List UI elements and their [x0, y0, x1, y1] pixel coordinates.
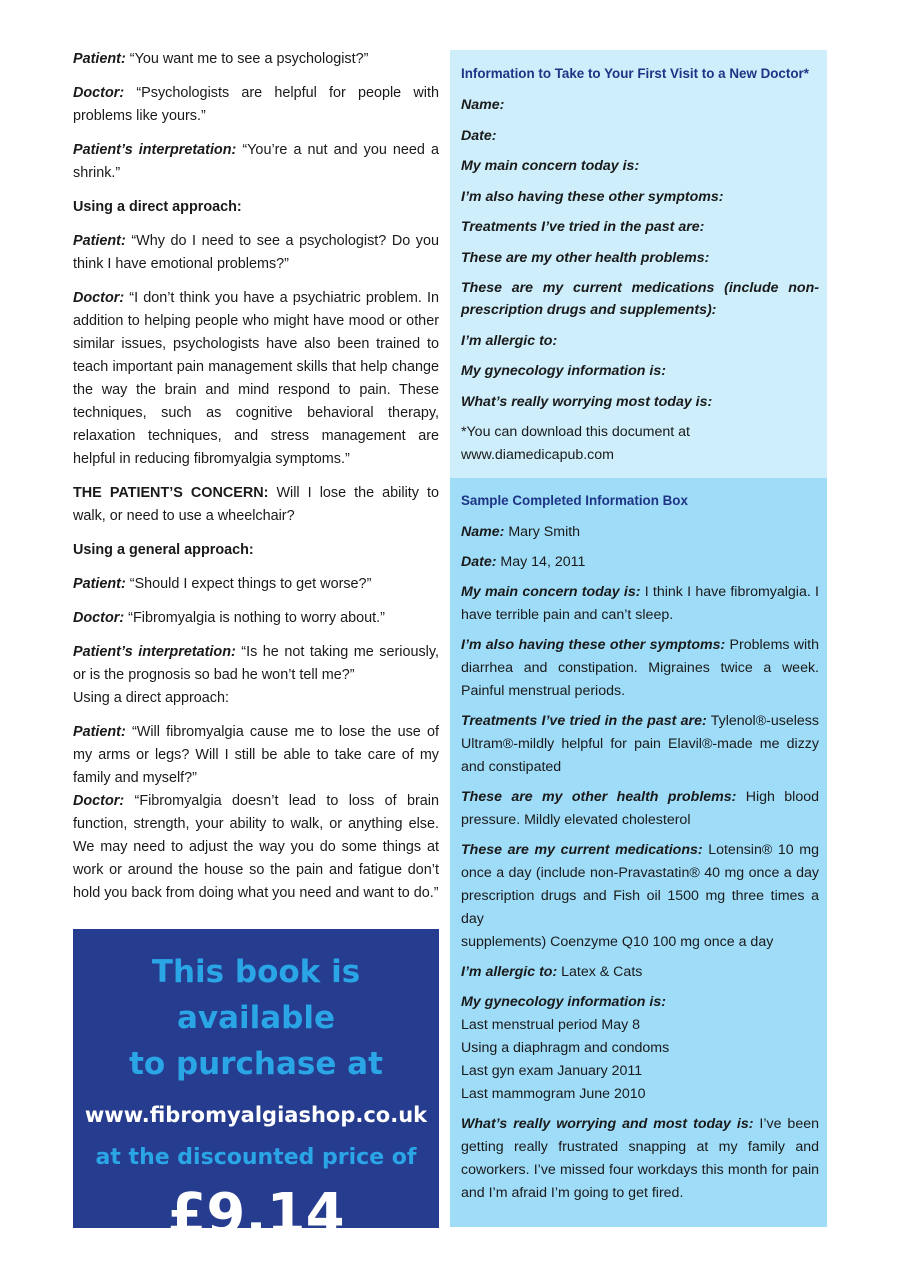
- sample-field-label: My gynecology information is:: [461, 994, 666, 1010]
- sample-field: Date: May 14, 2011: [461, 554, 586, 570]
- promo-price: £9.14: [167, 1182, 345, 1247]
- promo-line: at the discounted price of: [95, 1145, 417, 1170]
- dialogue-paragraph: Patient: “You want me to see a psychologist?”: [73, 51, 369, 67]
- sample-completed-box: [450, 478, 827, 1227]
- dialogue-paragraph: Doctor: “Fibromyalgia is nothing to worry about.”: [73, 610, 385, 626]
- template-field: These are my current medications (include non-prescription drugs and supplements):: [461, 280, 819, 318]
- dialogue-paragraph: Patient: “Will fibromyalgia cause me to lose the use of my arms or legs? Will I still be able to take care of my family and myself?”: [73, 724, 439, 786]
- dialogue-paragraph: Doctor: “Psychologists are helpful for people with problems like yours.”: [73, 85, 439, 124]
- template-field: My gynecology information is:: [461, 363, 666, 379]
- sample-field: I’m also having these other symptoms: Problems with diarrhea and constipation. Migraines twice a week. Painful menstrual periods.: [461, 637, 819, 699]
- promo-banner: [73, 929, 439, 1247]
- dialogue-paragraph: Patient: “Should I expect things to get worse?”: [73, 576, 372, 592]
- box-title: Sample Completed Information Box: [461, 493, 688, 508]
- dialogue-paragraph: Doctor: “I don’t think you have a psychiatric problem. In addition to helping people who might have mood or other similar issues, psychologists have also been trained to teach important pain management skills that help change the way the brain and mind respond to pain. These techniques, such as cognitive behavioral therapy, relaxation techniques, and stress management are helpful in reducing fibromyalgia symptoms.”: [73, 290, 439, 467]
- dialogue-column: [73, 48, 439, 916]
- box-title: Information to Take to Your First Visit to a New Doctor*: [461, 66, 809, 81]
- info-template-box: [450, 50, 827, 478]
- gyn-line: Last menstrual period May 8: [461, 1017, 641, 1033]
- download-note: *You can download this document at: [461, 424, 691, 440]
- gyn-line: Using a diaphragm and condoms: [461, 1040, 670, 1056]
- dialogue-paragraph: Patient’s interpretation: “Is he not taking me seriously, or is the prognosis so bad he won’t tell me?”: [73, 644, 439, 683]
- sample-field: I’m allergic to: Latex & Cats: [461, 964, 643, 980]
- section-heading: Using a direct approach:: [73, 199, 242, 215]
- section-heading-plain: Using a direct approach:: [73, 690, 229, 706]
- sample-field: Name: Mary Smith: [461, 524, 581, 540]
- template-field: Date:: [461, 127, 497, 144]
- sample-field: My main concern today is: I think I have fibromyalgia. I have terrible pain and can’t sleep.: [461, 584, 819, 623]
- concern-paragraph: THE PATIENT’S CONCERN: Will I lose the ability to walk, or need to use a wheelchair?: [73, 485, 439, 524]
- template-field: These are my other health problems:: [461, 249, 710, 266]
- template-field: Treatments I’ve tried in the past are:: [461, 219, 705, 235]
- sample-field: These are my current medications: Lotensin® 10 mg once a day (include non-Pravastatin® 40 mg once a day prescription drugs and Fish oil 1500 mg three times a day: [461, 842, 819, 927]
- template-field: I’m also having these other symptoms:: [461, 188, 724, 205]
- gyn-line: Last mammogram June 2010: [461, 1086, 646, 1102]
- template-field: What’s really worrying most today is:: [461, 393, 713, 410]
- dialogue-paragraph: Patient: “Why do I need to see a psychologist? Do you think I have emotional problems?”: [73, 233, 439, 272]
- sample-field: What’s really worrying and most today is: I’ve been getting really frustrated snapping at my family and coworkers. I’ve missed four workdays this month for pain and I’m afraid I’m going to get fired.: [461, 1116, 819, 1201]
- promo-line: to purchase at: [129, 1046, 383, 1082]
- template-field: My main concern today is:: [461, 158, 640, 174]
- template-field: I’m allergic to:: [461, 332, 558, 349]
- download-url: www.diamedicapub.com: [461, 447, 614, 463]
- dialogue-paragraph: Doctor: “Fibromyalgia doesn’t lead to loss of brain function, strength, your ability to walk, or anything else. We may need to adjust the way you do some things at work or around the house so the pain and fatigue don’t hold you back from doing what you need and want to do.”: [73, 793, 439, 901]
- section-heading: Using a general approach:: [73, 542, 254, 558]
- template-field: Name:: [461, 97, 505, 113]
- sample-field-continuation: supplements) Coenzyme Q10 100 mg once a day: [461, 934, 774, 950]
- gyn-line: Last gyn exam January 2011: [461, 1063, 643, 1079]
- sample-field: These are my other health problems: High blood pressure. Mildly elevated cholesterol: [461, 789, 819, 828]
- dialogue-paragraph: Patient’s interpretation: “You’re a nut and you need a shrink.”: [73, 142, 439, 181]
- sample-field: Treatments I’ve tried in the past are: Tylenol®-useless Ultram®-mildly helpful for pain Elavil®-made me dizzy and constipated: [461, 713, 819, 775]
- promo-line: This book is available: [151, 954, 361, 1036]
- promo-url: www.fibromyalgiashop.co.uk: [84, 1103, 428, 1127]
